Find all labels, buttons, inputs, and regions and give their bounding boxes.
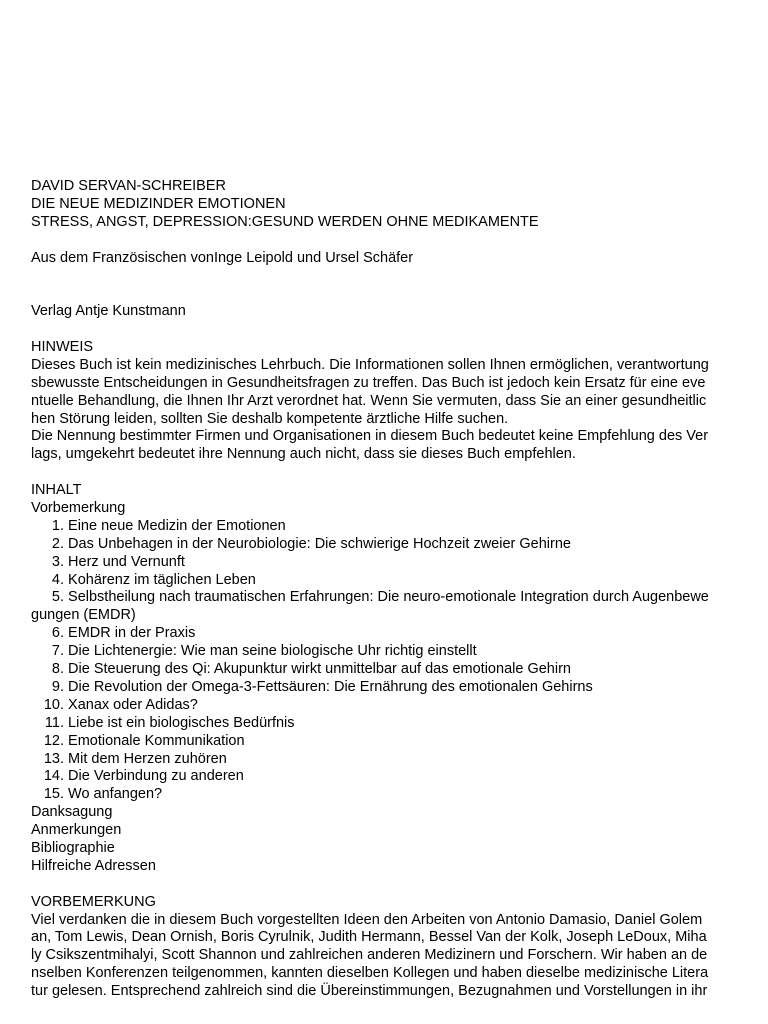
toc-chapter-number: 1. xyxy=(51,517,64,534)
hinweis-heading: HINWEIS xyxy=(31,339,94,356)
toc-chapter-9 xyxy=(31,679,741,697)
toc-chapter-12 xyxy=(31,733,741,751)
translation-credit: Aus dem Französischen vonInge Leipold und Ursel Schäfer xyxy=(31,249,414,266)
toc-chapter-number: 8. xyxy=(51,661,64,678)
toc-chapter-number: 7. xyxy=(51,643,64,660)
hinweis-line: Dieses Buch ist kein medizinisches Lehrbuch. Die Informationen sollen Ihnen ermöglichen, verantwortung xyxy=(31,356,709,373)
toc-chapter-3 xyxy=(31,554,741,572)
vorbemerkung-line: an, Tom Lewis, Dean Ornish, Boris Cyrulnik, Judith Hermann, Bessel Van der Kolk, Joseph LeDoux, Miha xyxy=(31,929,707,946)
book-subtitle: STRESS, ANGST, DEPRESSION:GESUND WERDEN OHNE MEDIKAMENTE xyxy=(31,213,539,230)
toc-chapter-title: Herz und Vernunft xyxy=(68,553,185,570)
toc-chapter-title: Die Verbindung zu anderen xyxy=(68,768,244,785)
toc-chapter-title: Mit dem Herzen zuhören xyxy=(68,750,227,767)
toc-chapter-title: Emotionale Kommunikation xyxy=(68,732,245,749)
inhalt-heading: INHALT xyxy=(31,482,82,499)
toc-appendix-item: Hilfreiche Adressen xyxy=(31,857,156,874)
toc-chapter-number: 14. xyxy=(43,768,64,785)
toc-list xyxy=(31,518,741,804)
publisher-line: Verlag Antje Kunstmann xyxy=(31,303,186,320)
toc-intro: Vorbemerkung xyxy=(31,500,126,517)
toc-chapter-title: Die Lichtenergie: Wie man seine biologische Uhr richtig einstellt xyxy=(68,643,477,660)
hinweis-line: sbewusste Entscheidungen in Gesundheitsfragen zu treffen. Das Buch ist jedoch kein Ersatz für eine eve xyxy=(31,374,706,391)
toc-chapter-13 xyxy=(31,751,741,769)
hinweis-line: ntuelle Behandlung, die Ihnen Ihr Arzt verordnet hat. Wenn Sie vermuten, dass Sie an einer gesundheitlic xyxy=(31,392,707,409)
toc-chapter-number: 9. xyxy=(51,678,64,695)
toc-chapter-number: 13. xyxy=(43,750,64,767)
hinweis-line: lags, umgekehrt bedeutet ihre Nennung auch nicht, dass sie dieses Buch empfehlen. xyxy=(31,446,576,463)
toc-chapter-4 xyxy=(31,572,741,590)
toc-appendix-item: Danksagung xyxy=(31,804,113,821)
toc-chapter-number: 15. xyxy=(43,786,64,803)
toc-chapter-number: 4. xyxy=(51,571,64,588)
vorbemerkung-line: Viel verdanken die in diesem Buch vorgestellten Ideen den Arbeiten von Antonio Damasio, Daniel Golem xyxy=(31,911,703,928)
book-title: DIE NEUE MEDIZINDER EMOTIONEN xyxy=(31,195,286,212)
toc-chapter-8 xyxy=(31,661,741,679)
toc-chapter-title: Das Unbehagen in der Neurobiologie: Die schwierige Hochzeit zweier Gehirne xyxy=(68,535,571,552)
toc-chapter-number: 3. xyxy=(51,553,64,570)
toc-chapter-number: 5. xyxy=(51,589,64,606)
toc-appendix xyxy=(31,804,741,876)
toc-chapter-title-continued: gungen (EMDR) xyxy=(31,607,136,624)
toc-chapter-title: Eine neue Medizin der Emotionen xyxy=(68,517,286,534)
toc-chapter-title: Selbstheilung nach traumatischen Erfahrungen: Die neuro-emotionale Integration durch Augenbewe xyxy=(68,589,709,606)
vorbemerkung-line: tur gelesen. Entsprechend zahlreich sind die Übereinstimmungen, Bezugnahmen und Vorstellungen in ihr xyxy=(31,983,708,1000)
hinweis-line: Die Nennung bestimmter Firmen und Organisationen in diesem Buch bedeutet keine Empfehlung des Ver xyxy=(31,428,709,445)
toc-chapter-title: Liebe ist ein biologisches Bedürfnis xyxy=(68,714,295,731)
toc-chapter-number: 6. xyxy=(51,625,64,642)
vorbemerkung-line: nselben Konferenzen teilgenommen, kannten dieselben Kollegen und haben dieselbe medizinische Litera xyxy=(31,965,709,982)
hinweis-line: hen Störung leiden, sollten Sie deshalb kompetente ärztliche Hilfe suchen. xyxy=(31,410,509,427)
toc-chapter-2 xyxy=(31,536,741,554)
vorbemerkung-heading: VORBEMERKUNG xyxy=(31,893,156,910)
toc-chapter-number: 10. xyxy=(43,696,64,713)
toc-chapter-5 xyxy=(31,589,741,607)
toc-chapter-14 xyxy=(31,768,741,786)
toc-appendix-item: Anmerkungen xyxy=(31,822,122,839)
toc-chapter-number: 11. xyxy=(44,714,64,731)
vorbemerkung-line: ly Csikszentmihalyi, Scott Shannon und zahlreichen anderen Medizinern und Forschern. Wir haben an de xyxy=(31,947,708,964)
toc-chapter-1 xyxy=(31,518,741,536)
toc-chapter-title: EMDR in der Praxis xyxy=(68,625,196,642)
toc-chapter-11 xyxy=(31,715,741,733)
toc-chapter-6 xyxy=(31,625,741,643)
toc-appendix-item: Bibliographie xyxy=(31,839,115,856)
toc-chapter-7 xyxy=(31,643,741,661)
toc-chapter-title: Die Steuerung des Qi: Akupunktur wirkt unmittelbar auf das emotionale Gehirn xyxy=(68,661,571,678)
toc-chapter-10 xyxy=(31,697,741,715)
toc-chapter-title: Wo anfangen? xyxy=(68,786,163,803)
document-page xyxy=(31,178,741,1001)
author-line: DAVID SERVAN-SCHREIBER xyxy=(31,178,226,194)
toc-chapter-title: Xanax oder Adidas? xyxy=(68,696,198,713)
toc-chapter-number: 12. xyxy=(43,732,64,749)
toc-chapter-number: 2. xyxy=(51,535,64,552)
toc-chapter-15 xyxy=(31,786,741,804)
toc-chapter-title: Die Revolution der Omega-3-Fettsäuren: Die Ernährung des emotionalen Gehirns xyxy=(68,678,593,695)
toc-chapter-title: Kohärenz im täglichen Leben xyxy=(68,571,256,588)
